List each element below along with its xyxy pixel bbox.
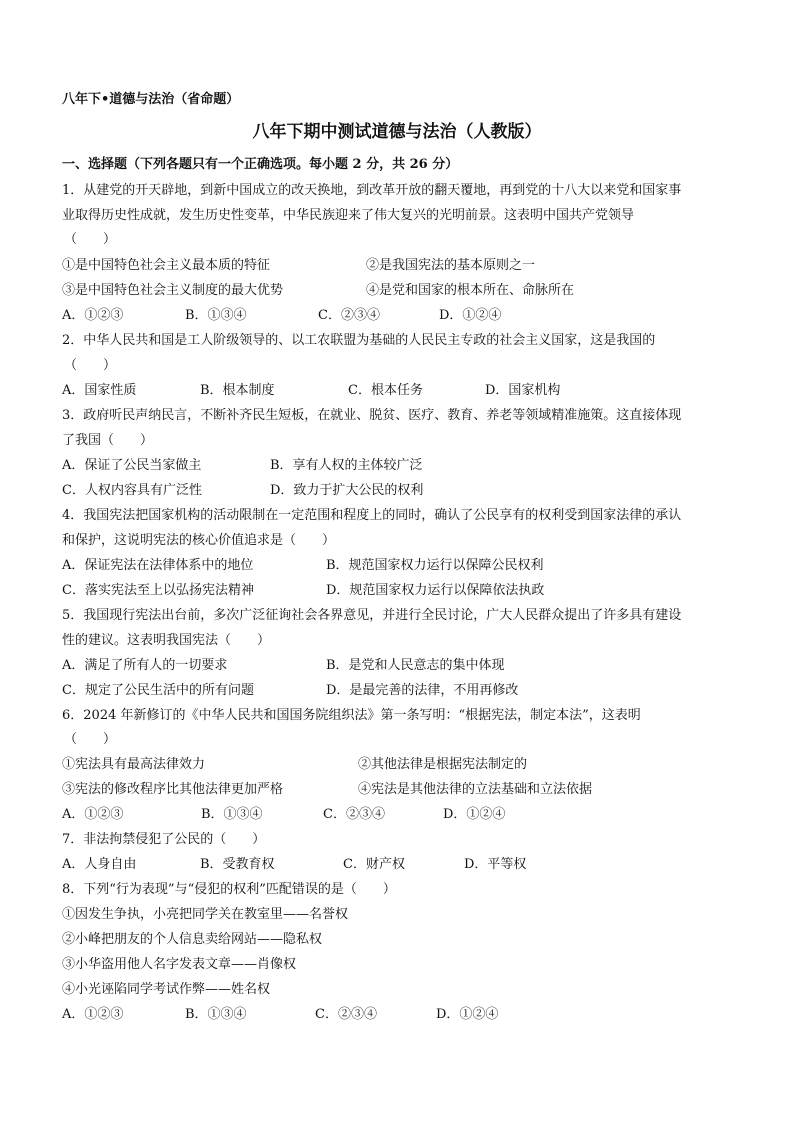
q6-statement-1: ①宪法具有最高法律效力 — [62, 757, 206, 772]
q1-stem-line2: 业取得历史性成就，发生历史性变革，中华民族迎来了伟大复兴的光明前景。这表明中国共产党领导 — [62, 208, 635, 223]
q5-option-a: A．满足了所有人的一切要求 — [62, 658, 228, 673]
q1-option-d: D．①②④ — [439, 308, 502, 323]
q5-stem-line2: 性的建议。这表明我国宪法（ ） — [62, 633, 271, 648]
q6-stem-line1: 6．2024 年新修订的《中华人民共和国国务院组织法》第一条写明：“根据宪法，制定本法”，这表明 — [62, 708, 641, 723]
q4-option-a: A．保证宪法在法律体系中的地位 — [62, 558, 254, 573]
q6-option-d: D．①②④ — [443, 807, 506, 822]
q7-option-d: D．平等权 — [464, 857, 527, 872]
q3-stem-line2: 了我国（ ） — [62, 433, 154, 448]
q2-answer-blank: （ ） — [64, 358, 117, 373]
q1-statement-2: ②是我国宪法的基本原则之一 — [366, 258, 536, 273]
q7-stem-line1: 7．非法拘禁侵犯了公民的（ ） — [62, 832, 266, 847]
q3-option-b: B．享有人权的主体较广泛 — [270, 458, 423, 473]
q3-option-d: D．致力于扩大公民的权利 — [270, 483, 424, 498]
q2-option-c: C．根本任务 — [348, 383, 423, 398]
q2-option-d: D．国家机构 — [485, 383, 561, 398]
q3-option-c: C．人权内容具有广泛性 — [62, 483, 202, 498]
section-heading: 一、选择题（下列各题只有一个正确选项。每小题 2 分，共 26 分） — [62, 157, 459, 172]
q7-option-a: A．人身自由 — [62, 857, 137, 872]
q8-option-b: B．①③④ — [185, 1007, 247, 1022]
q6-statement-4: ④宪法是其他法律的立法基础和立法依据 — [358, 782, 593, 797]
q1-option-a: A．①②③ — [62, 308, 124, 323]
q2-option-a: A．国家性质 — [62, 383, 137, 398]
q1-statement-3: ③是中国特色社会主义制度的最大优势 — [62, 283, 284, 298]
q1-answer-blank: （ ） — [64, 232, 117, 247]
q6-answer-blank: （ ） — [64, 732, 117, 747]
q5-stem-line1: 5．我国现行宪法出台前，多次广泛征询社会各界意见，并进行全民讨论，广大人民群众提出了许多具有建设 — [62, 608, 682, 623]
q4-option-c: C．落实宪法至上以弘扬宪法精神 — [62, 583, 254, 598]
q1-statement-1: ①是中国特色社会主义最本质的特征 — [62, 258, 271, 273]
q8-statement-3: ③小华盗用他人名字发表文章——肖像权 — [62, 957, 297, 972]
q8-statement-2: ②小峰把朋友的个人信息卖给网站——隐私权 — [62, 932, 323, 947]
q8-option-c: C．②③④ — [315, 1007, 377, 1022]
q1-stem-line1: 1．从建党的开天辟地，到新中国成立的改天换地，到改革开放的翻天覆地，再到党的十八大以来党和国家事 — [62, 183, 682, 198]
q2-option-b: B．根本制度 — [200, 383, 275, 398]
q4-option-b: B．规范国家权力运行以保障公民权利 — [326, 558, 544, 573]
q6-option-b: B．①③④ — [201, 807, 263, 822]
page-title: 八年下期中测试道德与法治（人教版） — [252, 122, 542, 142]
q1-statement-4: ④是党和国家的根本所在、命脉所在 — [366, 283, 575, 298]
q8-statement-1: ①因发生争执，小亮把同学关在教室里——名誉权 — [62, 907, 349, 922]
q1-option-c: C．②③④ — [318, 308, 380, 323]
q4-option-d: D．规范国家权力运行以保障依法执政 — [326, 583, 545, 598]
series-label: 八年下•道德与法治（省命题） — [62, 92, 240, 107]
q8-option-d: D．①②④ — [436, 1007, 499, 1022]
q8-option-a: A．①②③ — [62, 1007, 124, 1022]
q1-option-b: B．①③④ — [185, 308, 247, 323]
q3-option-a: A．保证了公民当家做主 — [62, 458, 202, 473]
q6-option-a: A．①②③ — [62, 807, 124, 822]
q8-statement-4: ④小光诬陷同学考试作弊——姓名权 — [62, 982, 271, 997]
q4-stem-line1: 4．我国宪法把国家机构的活动限制在一定范围和程度上的同时，确认了公民享有的权利受到国家法律的承认 — [62, 508, 682, 523]
q8-stem-line1: 8．下列“行为表现”与“侵犯的权利”匹配错误的是（ ） — [62, 882, 396, 897]
q3-stem-line1: 3．政府听民声纳民言，不断补齐民生短板，在就业、脱贫、医疗、教育、养老等领域精准施策。这直接体现 — [62, 408, 682, 423]
q6-option-c: C．②③④ — [323, 807, 385, 822]
q7-option-c: C．财产权 — [343, 857, 405, 872]
q4-stem-line2: 和保护，这说明宪法的核心价值追求是（ ） — [62, 533, 336, 548]
q5-option-d: D．是最完善的法律，不用再修改 — [326, 683, 519, 698]
q2-stem-line1: 2．中华人民共和国是工人阶级领导的、以工农联盟为基础的人民民主专政的社会主义国家，这是我国的 — [62, 333, 656, 348]
q7-option-b: B．受教育权 — [200, 857, 275, 872]
q6-statement-3: ③宪法的修改程序比其他法律更加严格 — [62, 782, 284, 797]
q6-statement-2: ②其他法律是根据宪法制定的 — [358, 757, 528, 772]
q5-option-c: C．规定了公民生活中的所有问题 — [62, 683, 254, 698]
q5-option-b: B．是党和人民意志的集中体现 — [326, 658, 505, 673]
